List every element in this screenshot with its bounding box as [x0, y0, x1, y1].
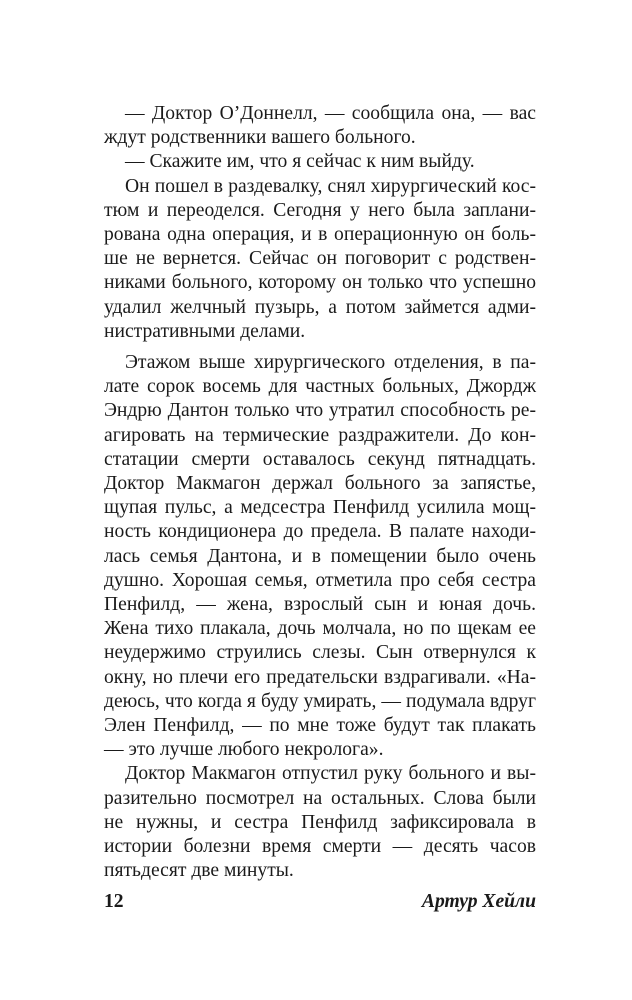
text-section-1	[104, 102, 536, 344]
text-section-2	[104, 351, 536, 883]
running-author: Артур Хейли	[421, 891, 536, 912]
page-number: 12	[104, 891, 124, 912]
paragraph: Он пошел в раздевалку, снял хирургический костюм и переоделся. Сегодня у него была запланирована одна операция, и в операционную он больше не вернется. Сейчас он поговорит с родственниками больного, которому он только что успешно удалил желчный пузырь, а потом займется административными делами.	[104, 175, 536, 342]
paragraph: Доктор Макмагон отпустил руку больного и выразительно посмотрел на остальных. Слова были не нужны, и сестра Пенфилд зафиксировала в истории болезни время смерти — десять часов пятьдесят две минуты.	[104, 763, 536, 882]
paragraph: — Доктор О’Доннелл, — сообщила она, — вас ждут родственники вашего больного.	[104, 103, 536, 149]
paragraph: — Скажите им, что я сейчас к ним выйду.	[125, 151, 475, 173]
paragraph: Этажом выше хирургического отделения, в палате сорок восемь для частных больных, Джордж Эндрю Дантон только что утратил способность реагировать на термические раздражители. До констатации смерти оставалось секунд пятнадцать. Доктор Макмагон держал больного за запястье, щупая пульс, а медсестра Пенфилд усилила мощность кондиционера до предела. В палате находилась семья Дантона, и в помещении было очень душно. Хорошая семья, отметила про себя сестра Пенфилд, — жена, взрослый сын и юная дочь. Жена тихо плакала, дочь молчала, но по щекам ее неудержимо струились слезы. Сын отвернулся к окну, но плечи его предательски вздрагивали. «Надеюсь, что когда я буду умирать, — подумала вдруг Элен Пенфилд, — по мне тоже будут так плакать — это лучше любого некролога».	[104, 352, 536, 761]
